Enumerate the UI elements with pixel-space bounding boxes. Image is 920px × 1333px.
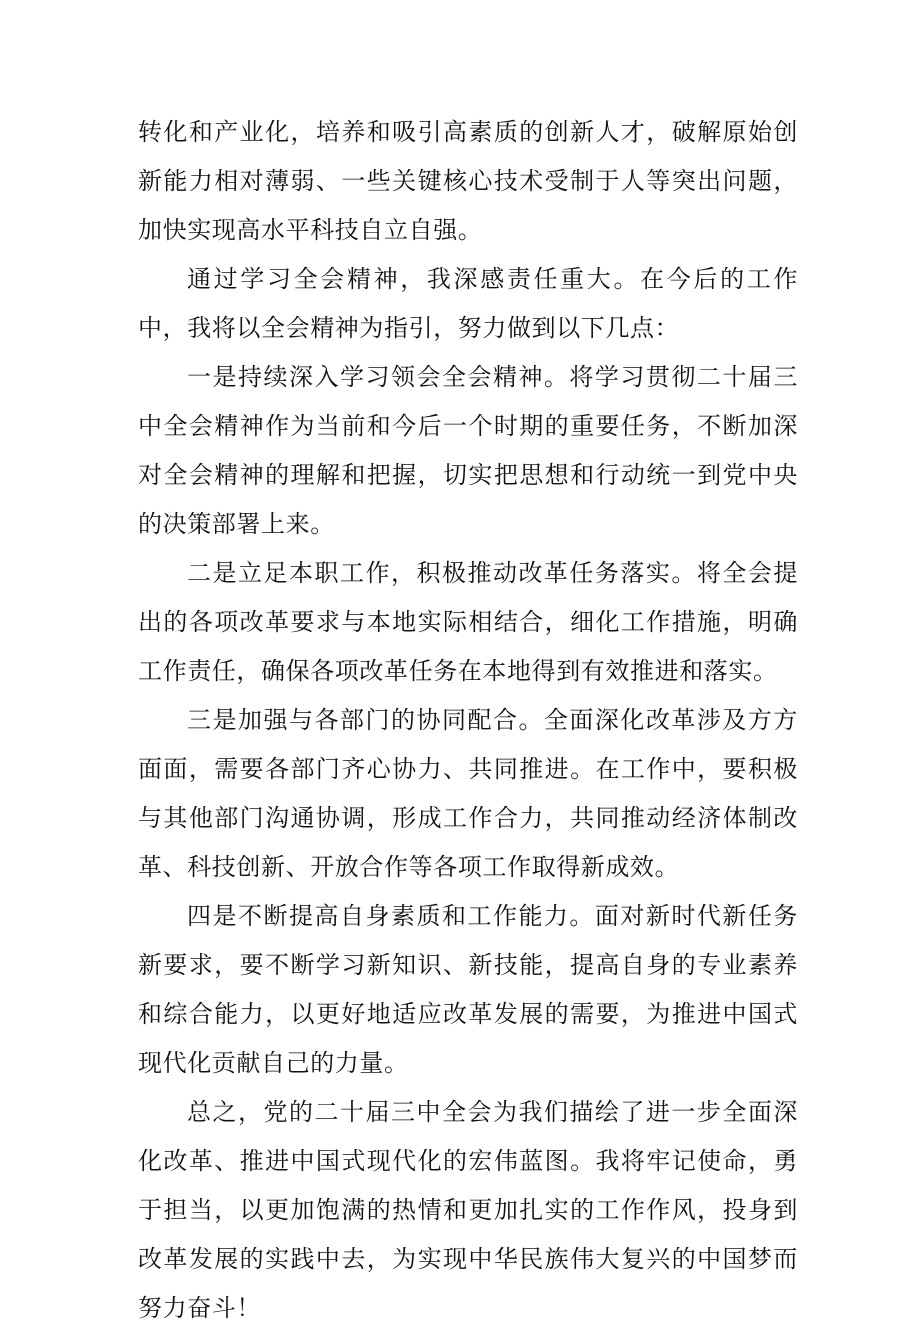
paragraph-intro: 通过学习全会精神，我深感责任重大。在今后的工作中，我将以全会精神为指引，努力做到以下几点： [138, 265, 798, 342]
paragraph-point-one: 一是持续深入学习领会全会精神。将学习贯彻二十届三中全会精神作为当前和今后一个时期的重要任务，不断加深对全会精神的理解和把握，切实把思想和行动统一到党中央的决策部署上来。 [138, 363, 798, 538]
paragraph-point-three: 三是加强与各部门的协同配合。全面深化改革涉及方方面面，需要各部门齐心协力、共同推进。在工作中，要积极与其他部门沟通协调，形成工作合力，共同推动经济体制改革、科技创新、开放合作等各项工作取得新成效。 [138, 706, 798, 881]
paragraph-continuation: 转化和产业化，培养和吸引高素质的创新人才，破解原始创新能力相对薄弱、一些关键核心技术受制于人等突出问题，加快实现高水平科技自立自强。 [138, 118, 798, 244]
paragraph-conclusion: 总之，党的二十届三中全会为我们描绘了进一步全面深化改革、推进中国式现代化的宏伟蓝图。我将牢记使命，勇于担当，以更加饱满的热情和更加扎实的工作作风，投身到改革发展的实践中去，为实现中华民族伟大复兴的中国梦而努力奋斗！ [138, 1098, 798, 1322]
document-body [138, 108, 798, 1333]
paragraph-point-four: 四是不断提高自身素质和工作能力。面对新时代新任务新要求，要不断学习新知识、新技能，提高自身的专业素养和综合能力，以更好地适应改革发展的需要，为推进中国式现代化贡献自己的力量。 [138, 902, 798, 1077]
paragraph-point-two: 二是立足本职工作，积极推动改革任务落实。将全会提出的各项改革要求与本地实际相结合，细化工作措施，明确工作责任，确保各项改革任务在本地得到有效推进和落实。 [138, 559, 798, 685]
